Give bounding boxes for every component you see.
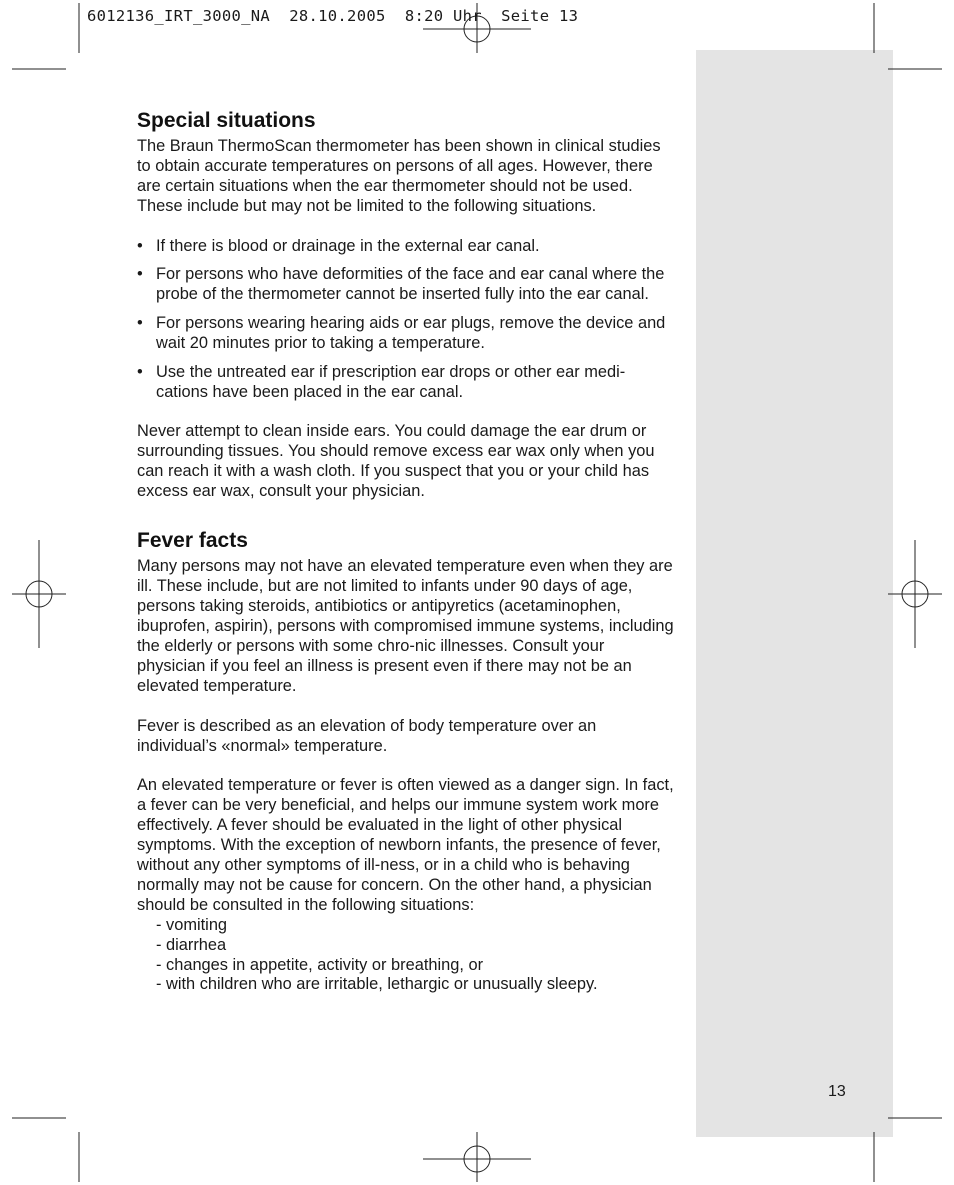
list-item: • For persons wearing hearing aids or ear plugs, remove the device and wait 20 minutes prior to taking a temperature.	[137, 314, 677, 354]
fever-facts-heading: Fever facts	[137, 529, 248, 553]
special-situations-intro: The Braun ThermoScan thermometer has been shown in clinical studies to obtain accurate temperatures on persons of all ages. However, there are certain situations when the ear thermometer should not be used. These include but may not be limited to the following situations.	[137, 137, 661, 215]
fever-facts-paragraph-2: Fever is described as an elevation of body temperature over an individual’s «normal» temperature.	[137, 716, 597, 755]
fever-facts-section	[137, 528, 677, 995]
list-item: • If there is blood or drainage in the external ear canal.	[137, 237, 677, 257]
list-item: - changes in appetite, activity or breathing, or	[156, 955, 484, 974]
print-slug: 6012136_IRT_3000_NA 28.10.2005 8:20 Uhr Seite 13	[87, 7, 579, 25]
special-situations-heading: Special situations	[137, 109, 316, 132]
consult-physician-list	[137, 916, 677, 996]
list-item: - with children who are irritable, lethargic or unusually sleepy.	[156, 975, 598, 994]
list-item: - diarrhea	[156, 935, 227, 954]
fever-facts-paragraph-3: An elevated temperature or fever is often viewed as a danger sign. In fact, a fever can be very beneficial, and helps our immune system work more effectively. A fever should be evaluated in the light of other physical symptoms. With the exception of newborn infants, the presence of fever, without any other symptoms of ill-ness, or in a child who is behaving normally may not be cause for concern. On the other hand, a physician should be consulted in the following situations:	[137, 776, 674, 914]
page-content	[137, 108, 677, 995]
fever-facts-paragraph-1: Many persons may not have an elevated temperature even when they are ill. These include, but are not limited to infants under 90 days of age, persons taking steroids, antibiotics or antipyretics (acetaminophen, ibuprofen, aspirin), persons with compromised immune systems, including the elderly or persons with some chro-nic illnesses. Consult your physician if you feel an illness is present even if there may not be an elevated temperature.	[137, 557, 674, 695]
list-item: • For persons who have deformities of the face and ear canal where the probe of the thermometer cannot be inserted fully into the ear canal.	[137, 265, 677, 305]
ear-cleaning-paragraph: Never attempt to clean inside ears. You could damage the ear drum or surrounding tissues. You should remove excess ear wax only when you can reach it with a wash cloth. If you suspect that you or your child has excess ear wax, consult your physician.	[137, 421, 655, 500]
list-item: • Use the untreated ear if prescription ear drops or other ear medi-cations have been placed in the ear canal.	[137, 363, 677, 403]
list-item: - vomiting	[156, 915, 228, 934]
special-situations-section	[137, 108, 677, 501]
special-situations-list	[137, 237, 677, 403]
page-number: 13	[828, 1083, 846, 1100]
